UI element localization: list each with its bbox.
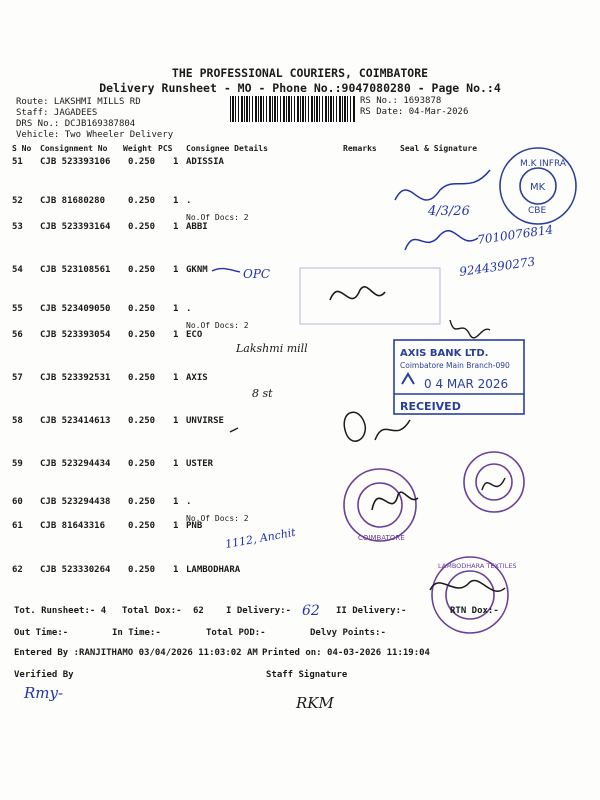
row-pcs: 1 [173, 196, 179, 206]
row-sno: 53 [12, 222, 23, 232]
row-consignee: LAMBODHARA [186, 565, 241, 575]
row-consignee: . [186, 304, 192, 314]
staff: Staff: JAGADEES [16, 108, 98, 118]
row-consignment-no: CJB 523414613 [40, 416, 111, 426]
row-pcs: 1 [173, 497, 179, 507]
arrow-opc [212, 269, 240, 272]
total-dox-label: Total Dox:- [122, 606, 182, 616]
row-pcs: 1 [173, 304, 179, 314]
row-consignee: . [186, 196, 192, 206]
entered-by: Entered By :RANJITHAMO 03/04/2026 11:03:02 AM [14, 648, 258, 658]
row-weight: 0.250 [128, 521, 156, 531]
row-consignee: AXIS [186, 373, 208, 383]
handwritten-phone-2: 9244390273 [458, 254, 537, 279]
signature-row-60 [372, 492, 418, 510]
row-consignee: ADISSIA [186, 157, 224, 167]
row-weight: 0.250 [128, 459, 156, 469]
row-docs: No.Of Docs: 2 [186, 514, 249, 523]
row-pcs: 1 [173, 265, 179, 275]
route: Route: LAKSHMI MILLS RD [16, 97, 141, 107]
signature-row-59 [482, 478, 505, 490]
row-docs: No.Of Docs: 2 [186, 213, 249, 222]
row-consignee: . [186, 497, 192, 507]
row-sno: 59 [12, 459, 23, 469]
vehicle: Vehicle: Two Wheeler Delivery [16, 130, 174, 140]
col-remarks: Remarks [343, 144, 377, 153]
handwritten-opc: OPC [243, 267, 271, 281]
handwritten-date: 4/3/26 [428, 204, 470, 219]
row-consignment-no: CJB 523393164 [40, 222, 111, 232]
total-dox-value: 62 [193, 606, 204, 616]
handwritten-verify-signature: Rmy- [24, 684, 64, 702]
row-weight: 0.250 [128, 222, 156, 232]
signature-row-58 [344, 412, 410, 441]
row-weight: 0.250 [128, 330, 156, 340]
staff-signature-label: Staff Signature [266, 670, 348, 680]
signature-row-51 [395, 170, 490, 200]
row-weight: 0.250 [128, 304, 156, 314]
row-sno: 57 [12, 373, 23, 383]
axis-bank-name: AXIS BANK LTD. [400, 348, 489, 359]
signature-row-53 [405, 231, 478, 250]
handwritten-pnb: 1112, Anchit [224, 525, 297, 551]
handwritten-staff-signature: RKM [296, 694, 334, 712]
axis-bank-branch: Coimbatore Main Branch-090 [400, 361, 510, 370]
ii-delivery-label: II Delivery:- [336, 606, 407, 616]
tick-row-58 [230, 428, 238, 432]
in-time-label: In Time:- [112, 628, 161, 638]
row-consignment-no: CJB 81643316 [40, 521, 106, 531]
row-consignment-no: CJB 523393054 [40, 330, 111, 340]
row-weight: 0.250 [128, 497, 156, 507]
row-consignee: UNVIRSE [186, 416, 224, 426]
row-consignment-no: CJB 523330264 [40, 565, 111, 575]
row-pcs: 1 [173, 373, 179, 383]
row-sno: 62 [12, 565, 23, 575]
col-sno: S No [12, 144, 32, 153]
row-sno: 52 [12, 196, 23, 206]
delvy-points-label: Delvy Points:- [310, 628, 386, 638]
row-weight: 0.250 [128, 196, 156, 206]
col-weight: Weight [123, 144, 152, 153]
runsheet-subtitle: Delivery Runsheet - MO - Phone No.:9047080280 - Page No.:4 [99, 81, 501, 95]
axis-logo-mark [402, 374, 414, 384]
row-pcs: 1 [173, 459, 179, 469]
signature-row-56 [450, 320, 490, 338]
printed-on: Printed on: 04-03-2026 11:19:04 [262, 648, 430, 658]
axis-bank-date: 0 4 MAR 2026 [424, 377, 509, 391]
verified-by-label: Verified By [14, 670, 74, 680]
col-consignment: Consignment No [40, 144, 108, 153]
row-weight: 0.250 [128, 157, 156, 167]
row-pcs: 1 [173, 565, 179, 575]
handwritten-phone-1: 7010076814 [476, 222, 555, 247]
row-sno: 55 [12, 304, 23, 314]
row-sno: 60 [12, 497, 23, 507]
row-weight: 0.250 [128, 565, 156, 575]
rs-date: RS Date: 04-Mar-2026 [360, 107, 469, 117]
out-time-label: Out Time:- [14, 628, 69, 638]
row-sno: 61 [12, 521, 23, 531]
coimbatore-stamp-text: COIMBATORE [358, 534, 405, 542]
row-sno: 56 [12, 330, 23, 340]
row-docs: No.Of Docs: 2 [186, 321, 249, 330]
coimbatore-stamp [344, 469, 416, 541]
row-pcs: 1 [173, 330, 179, 340]
signature-row-55 [330, 287, 385, 300]
row-pcs: 1 [173, 521, 179, 531]
mk-infra-top-text: M.K INFRA [520, 159, 566, 169]
col-seal: Seal & Signature [400, 144, 478, 153]
row-consignee: USTER [186, 459, 214, 469]
row-consignment-no: CJB 523294438 [40, 497, 111, 507]
row-consignment-no: CJB 523108561 [40, 265, 111, 275]
row-consignee: ABBI [186, 222, 208, 232]
row-consignment-no: CJB 523294434 [40, 459, 111, 469]
col-pcs: PCS [158, 144, 173, 153]
row-consignment-no: CJB 523409050 [40, 304, 111, 314]
row-sno: 51 [12, 157, 23, 167]
i-delivery-label: I Delivery:- [226, 606, 292, 616]
tot-runsheet: Tot. Runsheet:- 4 [14, 606, 107, 616]
total-pod-label: Total POD:- [206, 628, 266, 638]
axis-bank-received: RECEIVED [400, 400, 461, 413]
row-pcs: 1 [173, 416, 179, 426]
row-consignee: PNB [186, 521, 203, 531]
rtn-dox-label: RTN Dox:- [450, 606, 499, 616]
row-consignment-no: CJB 523393106 [40, 157, 111, 167]
purple-stamp-right [464, 452, 524, 512]
row-sno: 54 [12, 265, 23, 275]
row-pcs: 1 [173, 157, 179, 167]
handwritten-i-delivery: 62 [302, 603, 320, 619]
mk-infra-mid-text: MK [530, 182, 546, 193]
rs-number: RS No.: 1693878 [360, 96, 442, 106]
row-sno: 58 [12, 416, 23, 426]
row-pcs: 1 [173, 222, 179, 232]
faded-stamp-row-55 [300, 268, 440, 324]
row-weight: 0.250 [128, 416, 156, 426]
lambodhara-stamp-text: LAMBODHARA TEXTILES [438, 562, 517, 570]
company-title: THE PROFESSIONAL COURIERS, COIMBATORE [171, 66, 429, 80]
row-consignment-no: CJB 81680280 [40, 196, 106, 206]
handwritten-lakshmi: Lakshmi mill [236, 342, 308, 355]
col-consignee: Consignee Details [186, 144, 268, 153]
row-consignee: GKNM [186, 265, 208, 275]
mk-infra-bottom-text: CBE [528, 206, 547, 216]
row-consignment-no: CJB 523392531 [40, 373, 111, 383]
row-weight: 0.250 [128, 265, 156, 275]
row-weight: 0.250 [128, 373, 156, 383]
handwritten-floor: 8 st [252, 387, 273, 400]
row-consignee: ECO [186, 330, 203, 340]
drs-number: DRS No.: DCJB169387804 [16, 119, 136, 129]
